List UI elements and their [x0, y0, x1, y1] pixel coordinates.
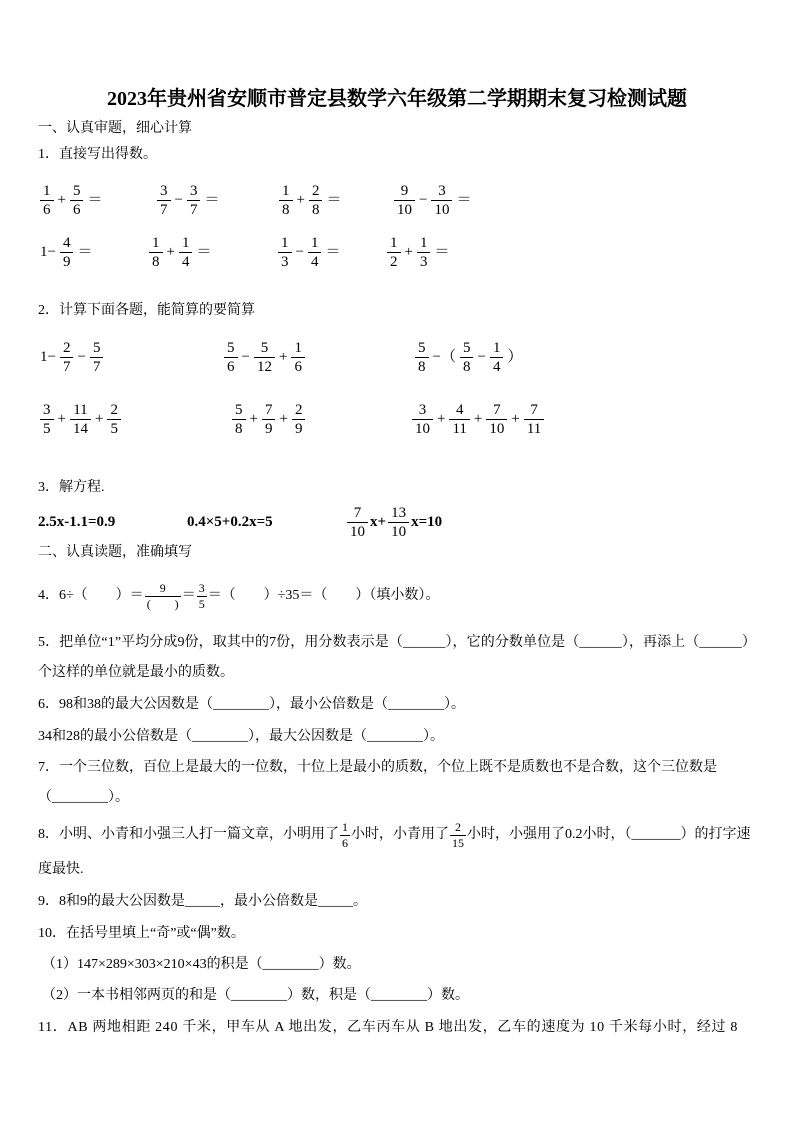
q2-expression: [413, 337, 524, 377]
fraction-denominator: 11: [452, 420, 467, 437]
fraction-numerator: 5: [232, 402, 246, 420]
fraction-numerator: 1: [179, 235, 193, 253]
question-10-item-2: （2）一本书相邻两页的和是（________）数，积是（________）数。: [42, 988, 469, 1003]
fraction: [149, 235, 163, 270]
fraction-denominator: 6: [43, 201, 51, 218]
math-text: +: [57, 411, 66, 427]
math-text: +: [437, 411, 446, 427]
question-1-label: 1．直接写出得数。: [38, 147, 157, 162]
question-6-line-1: 6．98和38的最大公因数是（________），最小公倍数是（________）。: [38, 697, 465, 712]
fraction-numerator: 13: [388, 505, 409, 523]
math-text: ）: [507, 349, 523, 365]
fraction-denominator: 10: [350, 523, 365, 540]
q1-expression: [147, 232, 213, 272]
q2-expression: [38, 399, 123, 439]
fraction-numerator: 3: [157, 183, 171, 201]
math-text: ＝: [326, 192, 342, 208]
fraction: [107, 402, 121, 437]
fraction-denominator: 8: [282, 201, 290, 218]
math-text: x=10: [411, 514, 443, 530]
fraction: [412, 402, 433, 437]
math-text: 小时，小青用了: [351, 827, 449, 842]
fraction-denominator: 5: [110, 420, 118, 437]
math-text: ＝: [181, 588, 196, 603]
fraction-denominator: 8: [311, 201, 320, 218]
fraction: [40, 183, 54, 218]
fraction-denominator: 4: [181, 253, 190, 270]
fraction-denominator: 10: [415, 420, 430, 437]
fraction-denominator: 9: [264, 420, 273, 437]
math-text: ＝（ ）÷35＝（ ）（填小数）。: [207, 588, 440, 603]
fraction-numerator: 5: [90, 340, 104, 358]
math-text: +: [473, 411, 483, 427]
fraction-numerator: 4: [60, 235, 74, 253]
fraction-numerator: 1: [342, 819, 348, 834]
fraction-numerator: 7: [262, 402, 276, 420]
math-text: 1−: [40, 244, 56, 260]
question-11: 11．AB 两地相距 240 千米，甲车从 A 地出发，乙车丙车从 B 地出发，乙车的速度为 10 千米每小时，经过 8: [38, 1020, 738, 1035]
q2-expression: [230, 399, 307, 439]
fraction-denominator: 6: [72, 201, 81, 218]
math-text: −: [419, 192, 428, 208]
fraction: [387, 235, 401, 270]
math-text: +: [278, 349, 288, 365]
fraction-numerator: 4: [449, 402, 469, 420]
section-1-heading: 一、认真审题，细心计算: [38, 121, 192, 136]
fraction-numerator: 2: [60, 340, 74, 358]
fraction-denominator: 7: [92, 358, 101, 375]
fraction-numerator: 1: [291, 340, 305, 358]
fraction: [60, 235, 74, 270]
fraction-denominator: 2: [390, 253, 398, 270]
fraction: [291, 340, 305, 375]
q1-expression: [38, 232, 94, 272]
fraction: [232, 402, 246, 437]
fraction: [450, 821, 466, 850]
question-5-line-2: 个这样的单位就是最小的质数。: [38, 665, 234, 680]
fraction-denominator: 6: [342, 835, 348, 850]
fraction-numerator: 7: [486, 402, 507, 420]
fraction: [197, 582, 207, 611]
fraction: [431, 183, 452, 218]
math-text: −: [174, 192, 183, 208]
fraction-denominator: 10: [489, 420, 505, 437]
fraction-numerator: 1: [308, 235, 322, 253]
math-text: +: [404, 244, 413, 260]
fraction-denominator: 7: [189, 201, 198, 218]
question-10-label: 10．在括号里填上“奇”或“偶”数。: [38, 926, 245, 941]
fraction-numerator: 1: [417, 235, 431, 253]
q1-expression: [276, 232, 342, 272]
fraction-denominator: 8: [462, 358, 471, 375]
math-text: 小时，小强用了0.2小时，（_______）的打字速: [467, 827, 751, 842]
q2-expression: [410, 399, 546, 439]
fraction-numerator: 3: [187, 183, 201, 201]
q3-equation: [38, 502, 115, 542]
fraction-numerator: 7: [347, 505, 368, 523]
fraction: [254, 340, 275, 375]
fraction-numerator: 1: [387, 235, 401, 253]
fraction-numerator: 2: [450, 821, 466, 836]
math-text: ＝: [456, 192, 472, 208]
fraction: [40, 402, 54, 437]
fraction-numerator: 3: [412, 402, 433, 420]
fraction: [486, 402, 507, 437]
fraction: [90, 340, 104, 375]
fraction-denominator: 15: [452, 835, 464, 850]
question-3-label: 3．解方程.: [38, 480, 105, 495]
question-9: 9．8和9的最大公因数是_____，最小公倍数是_____。: [38, 894, 367, 909]
fraction-numerator: 5: [70, 183, 84, 201]
math-text: ＝: [325, 244, 341, 260]
fraction-numerator: 3: [198, 580, 205, 595]
fraction-numerator: 3: [40, 402, 54, 420]
fraction-numerator: 2: [309, 183, 323, 201]
fraction-denominator: 6: [294, 358, 302, 375]
fraction: [417, 235, 431, 270]
fraction: [415, 340, 429, 375]
fraction-numerator: 5: [224, 340, 238, 358]
fraction-numerator: 1: [149, 235, 163, 253]
q3-equation: [187, 502, 273, 542]
q1-expression: [38, 180, 104, 220]
page-title: 2023年贵州省安顺市普定县数学六年级第二学期期末复习检测试题: [107, 88, 687, 110]
fraction-denominator: 8: [152, 253, 160, 270]
fraction: [388, 505, 409, 540]
math-text: +: [296, 192, 305, 208]
math-text: +: [57, 192, 66, 208]
fraction: [278, 235, 292, 270]
fraction-numerator: 11: [70, 402, 91, 420]
fraction-numerator: 1: [278, 235, 292, 253]
math-text: +: [279, 411, 288, 427]
fraction-denominator: 3: [281, 253, 289, 270]
fraction-numerator: 1: [490, 340, 504, 358]
fraction-denominator: 5: [198, 596, 205, 611]
math-text: 0.4×5+0.2x=5: [187, 514, 273, 530]
fraction-numerator: 3: [431, 183, 452, 201]
q1-expression: [155, 180, 221, 220]
fraction: [340, 821, 350, 850]
math-text: +: [249, 411, 258, 427]
math-text: 4．6÷（ ）＝: [38, 588, 144, 603]
question-4: [38, 576, 439, 616]
q2-expression: [38, 337, 105, 377]
fraction: [524, 402, 544, 437]
fraction-denominator: 12: [256, 358, 272, 375]
fraction-denominator: 6: [227, 358, 235, 375]
fraction-numerator: 5: [415, 340, 429, 358]
q2-expression: [222, 337, 307, 377]
fraction-denominator: 8: [235, 420, 243, 437]
math-text: −（: [432, 349, 456, 365]
fraction-denominator: 9: [294, 420, 303, 437]
math-text: +: [94, 411, 104, 427]
fraction-numerator: 9: [145, 582, 181, 597]
fraction-numerator: 9: [394, 183, 415, 201]
fraction: [145, 582, 181, 611]
math-text: −: [477, 349, 486, 365]
section-2-heading: 二、认真读题，准确填写: [38, 545, 192, 560]
fraction-numerator: 5: [460, 340, 474, 358]
math-text: −: [295, 244, 304, 260]
math-text: +: [511, 411, 520, 427]
fraction: [394, 183, 415, 218]
math-text: +: [166, 244, 175, 260]
math-text: ＝: [196, 244, 212, 260]
fraction-numerator: 5: [254, 340, 275, 358]
math-text: ＝: [77, 244, 93, 260]
fraction-numerator: 2: [107, 402, 121, 420]
fraction-denominator: 10: [391, 523, 407, 540]
fraction-denominator: 10: [397, 201, 412, 218]
fraction: [292, 402, 306, 437]
question-8-line-2: 度最快.: [38, 862, 84, 877]
fraction: [70, 402, 91, 437]
fraction: [179, 235, 193, 270]
question-7-line-2: （________）。: [38, 790, 129, 805]
fraction-denominator: 4: [310, 253, 319, 270]
fraction-denominator: 4: [492, 358, 501, 375]
fraction-denominator: 10: [434, 201, 450, 218]
fraction-denominator: 9: [62, 253, 71, 270]
fraction: [449, 402, 469, 437]
fraction-denominator: 3: [419, 253, 428, 270]
q1-expression: [277, 180, 343, 220]
question-10-item-1: （1）147×289×303×210×43的积是（________）数。: [42, 957, 361, 972]
question-5-line-1: 5．把单位“1”平均分成9份，取其中的7份，用分数表示是（______），它的分数单位是（______），再添上（______）: [38, 635, 756, 650]
fraction-denominator: 8: [418, 358, 426, 375]
math-text: −: [77, 349, 86, 365]
fraction: [490, 340, 504, 375]
q3-equation: [345, 502, 442, 542]
fraction: [60, 340, 74, 375]
fraction-numerator: 1: [40, 183, 54, 201]
fraction: [70, 183, 84, 218]
math-text: 1−: [40, 349, 56, 365]
fraction-numerator: 1: [279, 183, 293, 201]
fraction: [224, 340, 238, 375]
fraction: [308, 235, 322, 270]
question-6-line-2: 34和28的最小公倍数是（________），最大公因数是（________）。: [38, 729, 444, 744]
fraction: [279, 183, 293, 218]
question-8-line-1: [38, 815, 751, 855]
fraction-denominator: ( ): [146, 596, 179, 611]
math-text: 2.5x-1.1=0.9: [38, 514, 116, 530]
fraction-denominator: 7: [62, 358, 71, 375]
math-text: ＝: [434, 244, 450, 260]
fraction: [262, 402, 276, 437]
fraction: [309, 183, 323, 218]
question-7-line-1: 7．一个三位数，百位上是最大的一位数，十位上是最小的质数，个位上既不是质数也不是合数，这个三位数是: [38, 760, 717, 775]
fraction-denominator: 5: [43, 420, 51, 437]
q1-expression: [385, 232, 451, 272]
fraction: [187, 183, 201, 218]
math-text: −: [241, 349, 250, 365]
math-text: 8．小明、小青和小强三人打一篇文章，小明用了: [38, 827, 339, 842]
fraction-numerator: 7: [524, 402, 544, 420]
fraction-denominator: 7: [160, 201, 168, 218]
fraction-denominator: 11: [526, 420, 542, 437]
math-text: x+: [370, 514, 387, 530]
fraction-numerator: 2: [292, 402, 306, 420]
fraction: [347, 505, 368, 540]
math-text: ＝: [87, 192, 103, 208]
fraction: [460, 340, 474, 375]
fraction-denominator: 14: [72, 420, 88, 437]
fraction: [157, 183, 171, 218]
q1-expression: [392, 180, 473, 220]
math-text: ＝: [204, 192, 220, 208]
question-2-label: 2．计算下面各题，能简算的要简算: [38, 303, 255, 318]
